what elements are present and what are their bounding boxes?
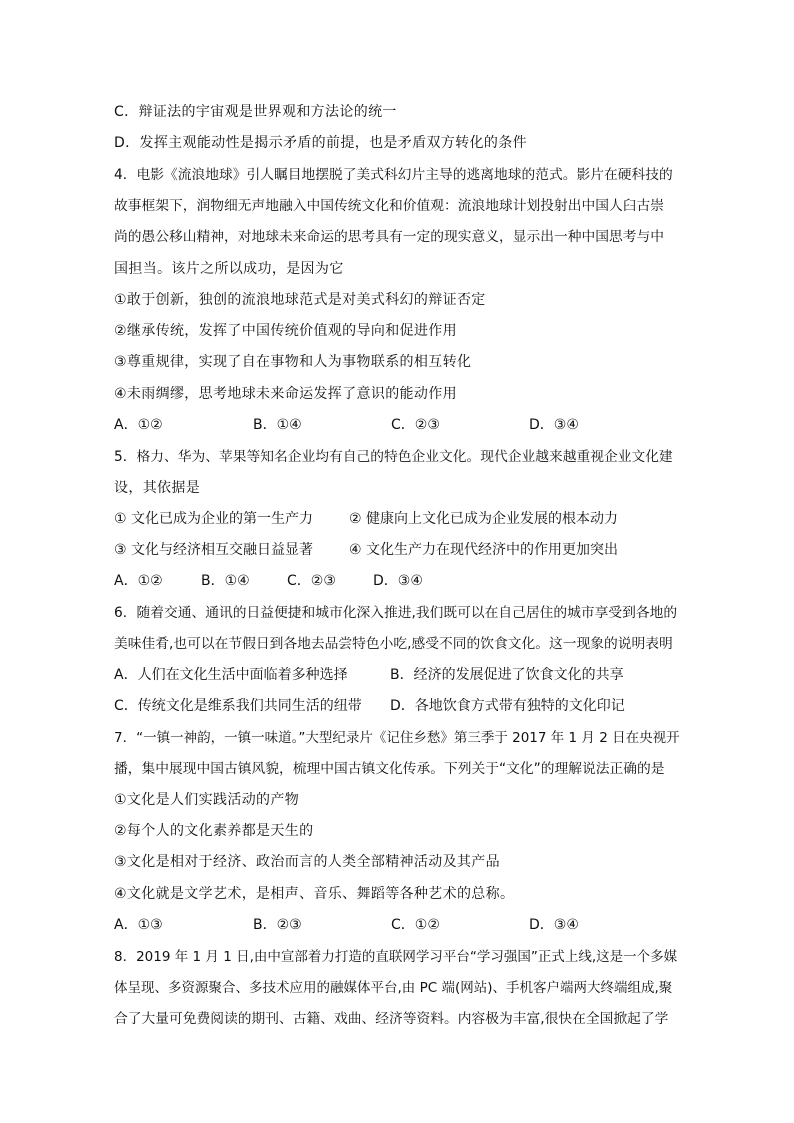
- q5-stem-line-2: 设，其依据是: [114, 480, 201, 496]
- q5-option-b: B．①④: [201, 573, 250, 589]
- q4-stem-line-2: 故事框架下，润物细无声地融入中国传统文化和价值观：流浪地球计划投射出中国人臼古崇: [114, 198, 665, 214]
- q6-stem-line-1: 6．随着交通、通讯的日益便捷和城市化深入推进,我们既可以在自己居住的城市享受到各地的: [114, 605, 678, 621]
- q7-item-1: ①文化是人们实践活动的产物: [114, 792, 300, 808]
- q4-option-c: C．②③: [391, 417, 440, 433]
- q4-item-1: ①敢于创新，独创的流浪地球范式是对美式科幻的辩证否定: [114, 292, 486, 308]
- q7-item-3: ③文化是相对于经济、政治而言的人类全部精神活动及其产品: [114, 854, 500, 870]
- q7-option-b: B．②③: [253, 917, 302, 933]
- q7-option-c: C．①②: [391, 917, 440, 933]
- q7-item-4: ④文化就是文学艺术，是相声、音乐、舞蹈等各种艺术的总称。: [114, 886, 515, 902]
- q4-item-3: ③尊重规律，实现了自在事物和人为事物联系的相互转化: [114, 354, 472, 370]
- q4-stem-line-3: 尚的愚公移山精神，对地球未来命运的思考具有一定的现实意义，显示出一种中国思考与中: [114, 229, 665, 245]
- q6-stem-line-2: 美味佳肴,也可以在节假日到各地去品尝特色小吃,感受不同的饮食文化。这一现象的说明表明: [114, 636, 673, 652]
- q4-stem-line-4: 国担当。该片之所以成功，是因为它: [114, 261, 344, 277]
- q7-stem-line-2: 播，集中展现中国古镇风貌，梳理中国古镇文化传承。下列关于“文化”的理解说法正确的是: [114, 761, 665, 777]
- q5-item-4: ④ 文化生产力在现代经济中的作用更加突出: [349, 542, 618, 558]
- q5-stem-line-1: 5．格力、华为、苹果等知名企业均有自己的特色企业文化。现代企业越来越重视企业文化建: [114, 449, 673, 465]
- q6-option-d: D．各地饮食方式带有独特的文化印记: [390, 698, 625, 714]
- q7-option-d: D．③④: [529, 917, 579, 933]
- q5-option-c: C．②③: [287, 573, 336, 589]
- q6-option-c: C．传统文化是维系我们共同生活的纽带: [114, 698, 362, 714]
- q5-item-3: ③ 文化与经济相互交融日益显著: [114, 542, 314, 558]
- q5-item-2: ② 健康向上文化已成为企业发展的根本动力: [349, 511, 618, 527]
- q8-stem-line-2: 体呈现、多资源聚合、多技术应用的融媒体平台,由 PC 端(网站)、手机客户端两大终端组成,聚: [114, 980, 673, 996]
- q6-option-a: A．人们在文化生活中面临着多种选择: [114, 667, 348, 683]
- q4-option-d: D．③④: [529, 417, 579, 433]
- q4-item-2: ②继承传统，发挥了中国传统价值观的导向和促进作用: [114, 323, 457, 339]
- q6-option-b: B．经济的发展促进了饮食文化的共享: [390, 667, 624, 683]
- q5-option-d: D．③④: [373, 573, 423, 589]
- q7-item-2: ②每个人的文化素养都是天生的: [114, 823, 314, 839]
- q4-item-4: ④未雨绸缪，思考地球未来命运发挥了意识的能动作用: [114, 386, 457, 402]
- q4-option-a: A．①②: [114, 417, 163, 433]
- q4-option-b: B．①④: [253, 417, 302, 433]
- q5-item-1: ① 文化已成为企业的第一生产力: [114, 511, 314, 527]
- q7-stem-line-1: 7．“一镇一神韵，一镇一味道。”大型纪录片《记住乡愁》第三季于 2017 年 1 月 2 日在央视开: [114, 730, 680, 746]
- q4-stem-line-1: 4．电影《流浪地球》引人瞩目地摆脱了美式科幻片主导的逃离地球的范式。影片在硬科技的: [114, 167, 673, 183]
- q8-stem-line-1: 8．2019 年 1 月 1 日,由中宣部着力打造的直联网学习平台“学习强国”正式上线,这是一个多媒: [114, 949, 678, 965]
- q5-option-a: A．①②: [114, 573, 163, 589]
- q7-option-a: A．①③: [114, 917, 163, 933]
- q3-option-d: D．发挥主观能动性是揭示矛盾的前提，也是矛盾双方转化的条件: [114, 135, 527, 151]
- q3-option-c: C．辩证法的宇宙观是世界观和方法论的统一: [114, 104, 397, 120]
- q8-stem-line-3: 合了大量可免费阅读的期刊、古籍、戏曲、经济等资料。内容极为丰富,很快在全国掀起了学: [114, 1011, 669, 1027]
